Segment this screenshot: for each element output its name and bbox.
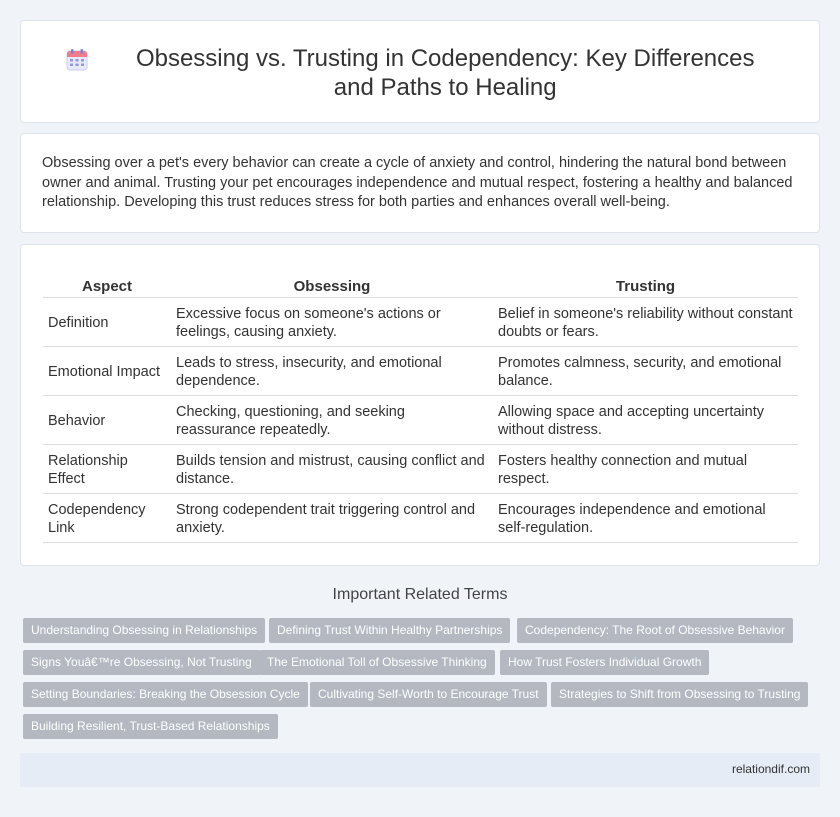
comparison-table-card (20, 244, 820, 566)
cell-trusting: Encourages independence and emotional self-regulation. (493, 494, 798, 543)
header-aspect: Aspect (43, 277, 171, 298)
cell-obsessing: Builds tension and mistrust, causing conflict and distance. (171, 445, 493, 494)
related-terms-title: Important Related Terms (332, 586, 508, 603)
cell-obsessing: Checking, questioning, and seeking reassurance repeatedly. (171, 396, 493, 445)
related-term-tag[interactable]: Setting Boundaries: Breaking the Obsession Cycle (23, 682, 308, 707)
cell-obsessing: Leads to stress, insecurity, and emotional dependence. (171, 347, 493, 396)
footer (20, 753, 820, 787)
related-term-tag[interactable]: Codependency: The Root of Obsessive Behavior (517, 618, 793, 643)
cell-aspect: Relationship Effect (43, 445, 171, 494)
header-card (20, 20, 820, 123)
header-trusting: Trusting (493, 277, 798, 298)
cell-aspect: Behavior (43, 396, 171, 445)
table-row (43, 396, 798, 445)
related-term-tag[interactable]: Building Resilient, Trust-Based Relationships (23, 714, 278, 739)
cell-trusting: Fosters healthy connection and mutual respect. (493, 445, 798, 494)
cell-aspect: Emotional Impact (43, 347, 171, 396)
cell-aspect: Definition (43, 298, 171, 347)
related-term-tag[interactable]: How Trust Fosters Individual Growth (500, 650, 709, 675)
cell-obsessing: Strong codependent trait triggering control and anxiety. (171, 494, 493, 543)
calendar-icon (65, 48, 89, 72)
page-title: Obsessing vs. Trusting in Codependency: Key Differences and Paths to Healing (135, 45, 755, 101)
related-term-tag[interactable]: Understanding Obsessing in Relationships (23, 618, 265, 643)
footer-site-link[interactable]: relationdif.com (731, 762, 810, 776)
related-term-tag[interactable]: Cultivating Self-Worth to Encourage Trust (310, 682, 547, 707)
table-row (43, 298, 798, 347)
title-wrap (61, 44, 779, 102)
cell-obsessing: Excessive focus on someone's actions or feelings, causing anxiety. (171, 298, 493, 347)
comparison-table (43, 277, 798, 543)
table-header-row (43, 277, 798, 298)
related-term-tag[interactable]: Strategies to Shift from Obsessing to Trusting (551, 682, 808, 707)
intro-paragraph: Obsessing over a pet's every behavior can create a cycle of anxiety and control, hindering the natural bond between owner and animal. Trusting your pet encourages independence and mutual respect, fostering a healthy and balanced relationship. Developing this trust reduces stress for both parties and enhances overall well-being. (42, 155, 793, 210)
table-row (43, 445, 798, 494)
cell-trusting: Belief in someone's reliability without constant doubts or fears. (493, 298, 798, 347)
header-obsessing: Obsessing (171, 277, 493, 298)
cell-aspect: Codependency Link (43, 494, 171, 543)
table-row (43, 347, 798, 396)
cell-trusting: Allowing space and accepting uncertainty without distress. (493, 396, 798, 445)
table-row (43, 494, 798, 543)
intro-card (20, 133, 820, 233)
related-term-tag[interactable]: Signs Youâ€™re Obsessing, Not Trusting (23, 650, 260, 675)
related-term-tag[interactable]: Defining Trust Within Healthy Partnerships (269, 618, 510, 643)
cell-trusting: Promotes calmness, security, and emotional balance. (493, 347, 798, 396)
related-term-tag[interactable]: The Emotional Toll of Obsessive Thinking (259, 650, 495, 675)
